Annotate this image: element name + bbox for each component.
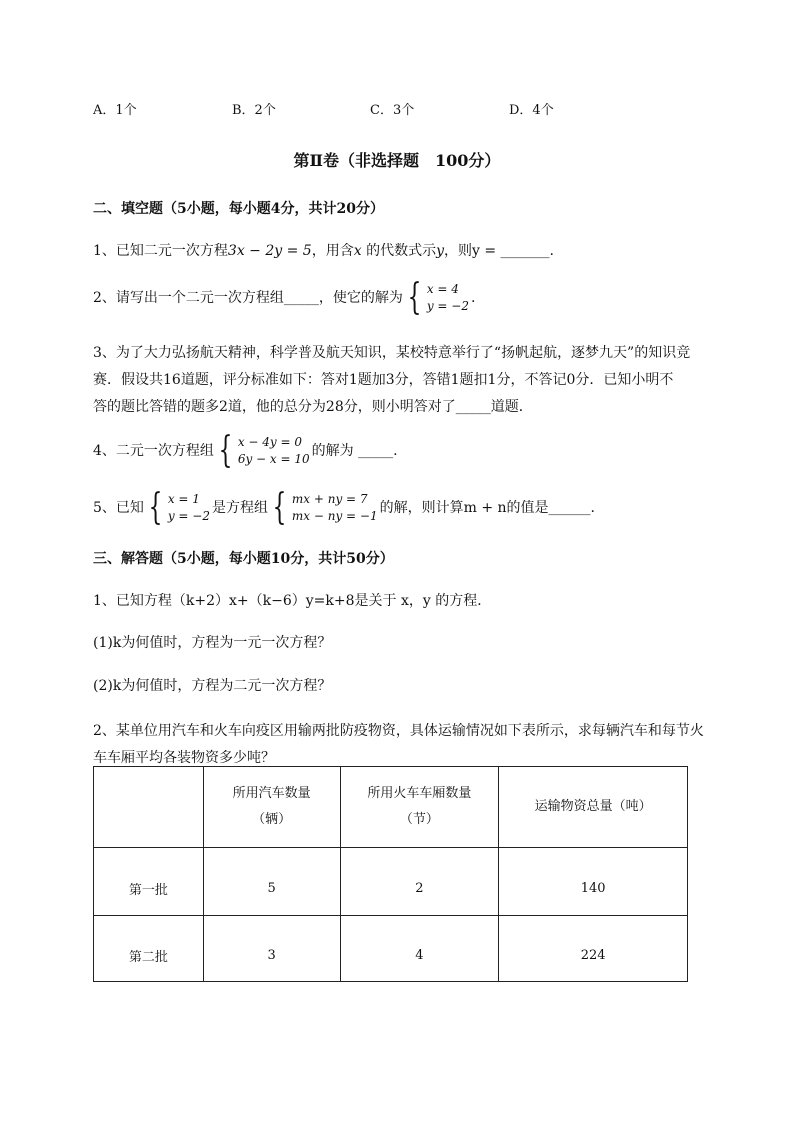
q2-system (427, 281, 469, 315)
q2-eq2: y = −2 (426, 299, 469, 313)
transport-table (93, 766, 688, 982)
q1-var-x: x (353, 243, 362, 259)
q3-line1: 3、为了大力弘扬航天精神，科学普及航天知识，某校特意举行了“扬帆起航，逐梦九天”的知识竞 (93, 345, 691, 361)
q5-end: 的解，则计算m + n的值是______. (379, 500, 595, 516)
q5-s2-eq2: mx − ny = −1 (291, 509, 378, 523)
cell-cars: 3 (203, 916, 340, 982)
header-total: 运输物资总量（吨） (499, 767, 688, 848)
q2-end: . (470, 290, 476, 306)
brace-icon: { (407, 277, 422, 318)
q2-line1: 2、某单位用汽车和火车向疫区用输两批防疫物资，具体运输情况如下表所示，求每辆汽车和每节火 (93, 723, 704, 739)
solve-question-1: 1、已知方程（k+2）x+（k−6）y=k+8是关于 x，y 的方程． (93, 593, 492, 609)
q2-eq1: x = 4 (426, 282, 459, 296)
header-cars: 所用汽车数量 （辆） (203, 767, 340, 848)
q1-mid: ，用含 (311, 243, 354, 259)
q4-end: 的解为 _____. (311, 443, 398, 459)
header-empty (94, 767, 204, 848)
solve-question-1-part1: (1)k为何值时，方程为一元一次方程？ (93, 635, 332, 651)
q1-end: ，则y = _______. (444, 243, 554, 259)
choice-c: C．3个 (370, 103, 415, 118)
cell-train-cars: 4 (340, 916, 499, 982)
part-title: 第Ⅱ卷（非选择题 100分） (293, 151, 501, 170)
solve-question-2 (93, 718, 704, 772)
brace-icon: { (218, 430, 233, 471)
fill-question-3 (93, 340, 690, 421)
q1-equation: 3x − 2y = 5 (227, 243, 312, 259)
q4-system (238, 434, 310, 468)
choice-d: D．4个 (509, 103, 554, 118)
choice-a: A．1个 (93, 103, 137, 118)
row-label: 第二批 (94, 916, 204, 982)
q5-system2 (292, 491, 378, 525)
q1-var-y: y (436, 243, 444, 259)
q4-eq1: x − 4y = 0 (237, 435, 303, 449)
brace-icon: { (148, 487, 163, 528)
brace-icon: { (272, 487, 287, 528)
q5-system1 (168, 491, 210, 525)
section3-title: 三、解答题（5小题，每小题10分，共计50分） (93, 551, 394, 567)
q5-s1-eq2: y = −2 (167, 509, 210, 523)
q5-mid: 是方程组 (211, 500, 268, 516)
cell-total: 140 (499, 848, 688, 916)
q3-line3: 答的题比答错的题多2道，他的总分为28分，则小明答对了_____道题． (93, 399, 533, 415)
row-label: 第一批 (94, 848, 204, 916)
cell-total: 224 (499, 916, 688, 982)
table-header-row (94, 767, 688, 848)
solve-question-1-part2: (2)k为何值时，方程为二元一次方程？ (93, 678, 332, 694)
cell-cars: 5 (203, 848, 340, 916)
q5-prefix: 5、已知 (93, 500, 144, 516)
q1-prefix: 1、已知二元一次方程 (93, 243, 228, 259)
table-row (94, 848, 688, 916)
q3-line2: 赛．假设共16道题，评分标准如下：答对1题加3分，答错1题扣1分，不答记0分．已知小明不 (93, 372, 674, 388)
q4-prefix: 4、二元一次方程组 (93, 443, 214, 459)
q5-s2-eq1: mx + ny = 7 (291, 492, 368, 506)
section2-title: 二、填空题（5小题，每小题4分，共计20分） (93, 201, 384, 217)
q2-prefix: 2、请写出一个二元一次方程组_____，使它的解为 (93, 290, 403, 306)
table-row (94, 916, 688, 982)
header-train-cars: 所用火车车厢数量 （节） (340, 767, 499, 848)
fill-question-2 (93, 277, 476, 318)
q4-eq2: 6y − x = 10 (237, 452, 310, 466)
q2-line2: 车车厢平均各装物资多少吨？ (93, 750, 275, 766)
choice-b: B．2个 (232, 103, 276, 118)
cell-train-cars: 2 (340, 848, 499, 916)
fill-question-4 (93, 430, 398, 471)
q1-mid2: 的代数式示 (361, 243, 437, 259)
fill-question-5 (93, 487, 595, 528)
fill-question-1 (93, 241, 554, 261)
q5-s1-eq1: x = 1 (167, 492, 200, 506)
